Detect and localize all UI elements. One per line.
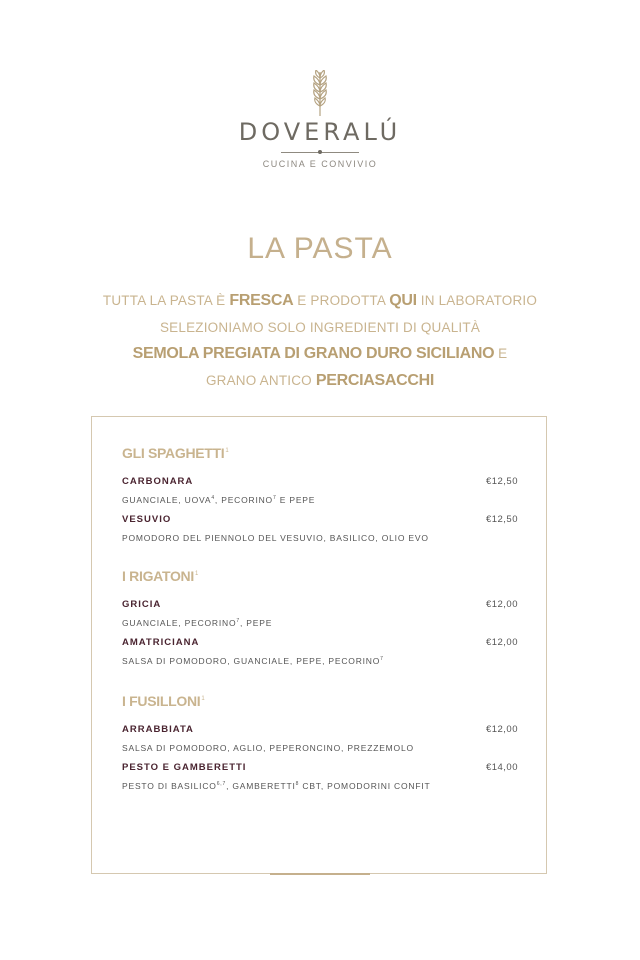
intro-segment: IN LABORATORIO (416, 293, 538, 308)
allergen-mark: 1 (201, 696, 205, 703)
section-title (122, 445, 228, 461)
dish-price: €12,50 (485, 514, 518, 525)
description-text: E PEPE (276, 495, 316, 505)
wheat-icon (308, 70, 332, 116)
dish-price: €12,50 (485, 476, 518, 487)
intro-highlight: SEMOLA PREGIATA DI GRANO DURO SICILIANO (132, 345, 495, 362)
description-text: SALSA DI POMODORO, AGLIO, PEPERONCINO, PREZZEMOLO (122, 743, 414, 753)
dish-description (122, 781, 431, 791)
description-text: , PECORINO (214, 495, 273, 505)
dish-description (122, 495, 315, 505)
description-text: PESTO DI BASILICO (122, 781, 217, 791)
dish-description (122, 533, 429, 543)
intro-line (0, 368, 640, 395)
description-text: , PEPE (239, 618, 273, 628)
allergen-mark: 1 (194, 571, 198, 578)
section-title-text: GLI SPAGHETTI (122, 445, 225, 461)
description-text: , GAMBERETTI (226, 781, 296, 791)
description-text: GUANCIALE, PECORINO (122, 618, 237, 628)
intro-segment: TUTTA LA PASTA È (102, 293, 230, 308)
section-title-text: I RIGATONI (122, 568, 194, 584)
intro-line (0, 341, 640, 368)
dish-name: AMATRICIANA (122, 637, 200, 648)
section-title (122, 693, 204, 709)
intro-segment: E PRODOTTA (293, 293, 390, 308)
intro-highlight: PERCIASACCHI (315, 371, 435, 389)
intro-segment: SELEZIONIAMO SOLO INGREDIENTI DI QUALITÀ (159, 319, 481, 335)
logo (0, 70, 640, 169)
description-text: CBT, POMODORINI CONFIT (299, 781, 431, 791)
intro-segment: GRANO ANTICO (205, 372, 316, 388)
description-text: GUANCIALE, UOVA (122, 495, 212, 505)
card-bottom-accent (270, 873, 370, 875)
allergen-mark: 8 (295, 781, 300, 788)
brand-name: DOVERALÚ (238, 118, 402, 146)
description-text: SALSA DI POMODORO, GUANCIALE, PEPE, PECORINO (122, 656, 381, 666)
dish-name: PESTO E GAMBERETTI (122, 762, 247, 773)
intro-text (0, 288, 640, 394)
intro-line (0, 315, 640, 342)
allergen-mark: 7 (380, 656, 384, 663)
intro-highlight: QUI (389, 292, 417, 309)
allergen-mark: 1 (225, 448, 229, 455)
intro-segment: E (494, 346, 508, 361)
dish-name: VESUVIO (122, 514, 172, 525)
dish-description (122, 656, 384, 666)
dish-price: €14,00 (485, 762, 518, 773)
section-title (122, 568, 198, 584)
description-text: POMODORO DEL PIENNOLO DEL VESUVIO, BASILICO, OLIO EVO (122, 533, 429, 543)
dish-name: ARRABBIATA (122, 724, 194, 735)
page-title: LA PASTA (247, 232, 393, 265)
menu-card (91, 416, 547, 874)
allergen-mark: 6,7 (216, 781, 227, 788)
dish-name: GRICIA (122, 599, 162, 610)
allergen-mark: 7 (236, 618, 240, 625)
dish-description (122, 743, 414, 753)
intro-highlight: FRESCA (229, 292, 294, 309)
brand-tagline: CUCINA E CONVIVIO (262, 159, 378, 169)
intro-line (0, 288, 640, 315)
dish-description (122, 618, 272, 628)
allergen-mark: 4 (211, 495, 215, 502)
allergen-mark: 7 (272, 495, 277, 502)
dish-price: €12,00 (485, 724, 518, 735)
dish-name: CARBONARA (122, 476, 194, 487)
dish-price: €12,00 (485, 637, 518, 648)
dish-price: €12,00 (485, 599, 518, 610)
brand-divider (281, 152, 359, 153)
section-title-text: I FUSILLONI (122, 693, 201, 709)
